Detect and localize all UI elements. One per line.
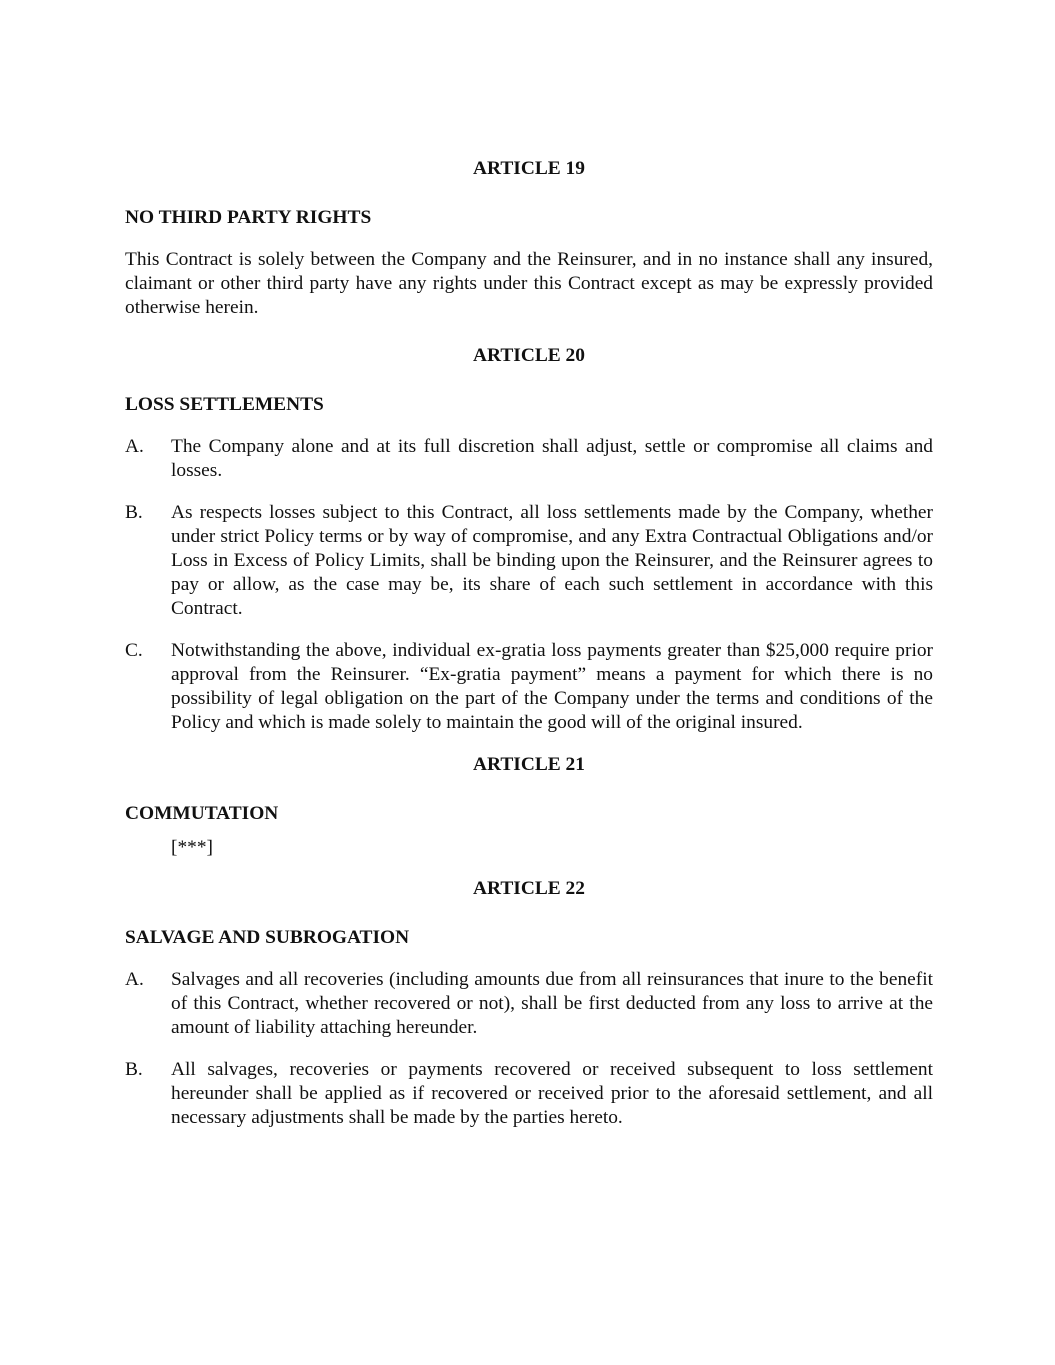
item-letter: B. [125, 502, 143, 523]
article-20-number: ARTICLE 20 [473, 345, 585, 366]
item-letter: C. [125, 640, 143, 661]
item-letter: A. [125, 436, 144, 457]
article-20-item-a [125, 435, 933, 483]
article-22-item-b [125, 1058, 933, 1130]
article-20-heading: LOSS SETTLEMENTS [125, 394, 324, 415]
article-21-redacted: [***] [171, 837, 214, 858]
item-text: As respects losses subject to this Contract, all loss settlements made by the Company, whether under strict Policy terms or by way of compromise, and any Extra Contractual Obligations and/or Loss in Excess of Policy Limits, shall be binding upon the Reinsurer, and the Reinsurer agrees to pay or allow, as the case may be, its share of each such settlement in accordance with this Contract. [171, 502, 933, 619]
item-letter: B. [125, 1059, 143, 1080]
article-19-heading: NO THIRD PARTY RIGHTS [125, 207, 372, 228]
item-text: Salvages and all recoveries (including amounts due from all reinsurances that inure to the benefit of this Contract, whether recovered or not), shall be first deducted from any loss to arrive at the amount of liability attaching hereunder. [171, 969, 933, 1038]
article-22-heading: SALVAGE AND SUBROGATION [125, 927, 410, 948]
document-page [125, 157, 933, 1130]
article-22-number: ARTICLE 22 [473, 878, 585, 899]
article-22-item-a [125, 968, 933, 1040]
article-21-number: ARTICLE 21 [473, 754, 585, 775]
item-text: Notwithstanding the above, individual ex-gratia loss payments greater than $25,000 require prior approval from the Reinsurer. “Ex-gratia payment” means a payment for which there is no possibility of legal obligation on the part of the Company under the terms and conditions of the Policy and which is made solely to maintain the good will of the original insured. [171, 640, 933, 733]
article-19-body: This Contract is solely between the Company and the Reinsurer, and in no instance shall any insured, claimant or other third party have any rights under this Contract except as may be expressly provided otherwise herein. [125, 249, 933, 318]
article-20-item-b [125, 501, 933, 621]
item-letter: A. [125, 969, 144, 990]
item-text: All salvages, recoveries or payments recovered or received subsequent to loss settlement hereunder shall be applied as if recovered or received prior to the aforesaid settlement, and all necessary adjustments shall be made by the parties hereto. [171, 1059, 933, 1128]
article-19-number: ARTICLE 19 [473, 158, 585, 179]
item-text: The Company alone and at its full discretion shall adjust, settle or compromise all claims and losses. [171, 436, 933, 481]
article-20-item-c [125, 639, 933, 735]
article-21-heading: COMMUTATION [125, 803, 279, 824]
